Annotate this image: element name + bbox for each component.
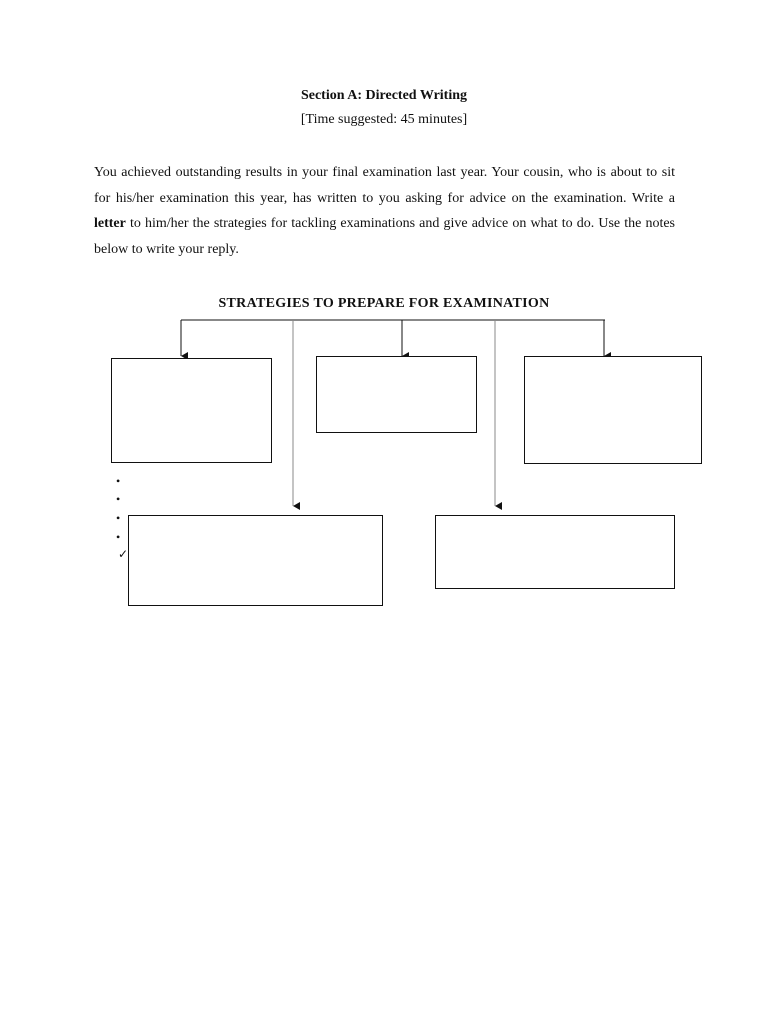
strategy-box-5 bbox=[435, 515, 675, 589]
bullet-3: • bbox=[116, 511, 121, 525]
strategy-box-1 bbox=[111, 358, 272, 463]
strategy-box-3 bbox=[524, 356, 702, 464]
bullet-4: • bbox=[116, 530, 121, 544]
instructions-text-before: You achieved outstanding results in your final examination last year. Your cousin, who is about to sit for his/her examination this year, has written to you asking for advice on the examination. Write a bbox=[94, 165, 675, 206]
diagram-title: STRATEGIES TO PREPARE FOR EXAMINATION bbox=[218, 296, 550, 311]
bullet-1: • bbox=[116, 474, 121, 488]
strategy-box-4 bbox=[128, 515, 383, 606]
instructions-bold-word: letter bbox=[94, 216, 126, 231]
tick-mark: ✓ bbox=[118, 547, 129, 561]
bullet-2: • bbox=[116, 492, 121, 506]
instructions-text-after: to him/her the strategies for tackling examinations and give advice on what to do. Use the notes below to write your reply. bbox=[94, 216, 675, 257]
time-suggested: [Time suggested: 45 minutes] bbox=[300, 112, 468, 127]
section-title: Section A: Directed Writing bbox=[300, 88, 468, 103]
strategy-box-2 bbox=[316, 356, 477, 433]
